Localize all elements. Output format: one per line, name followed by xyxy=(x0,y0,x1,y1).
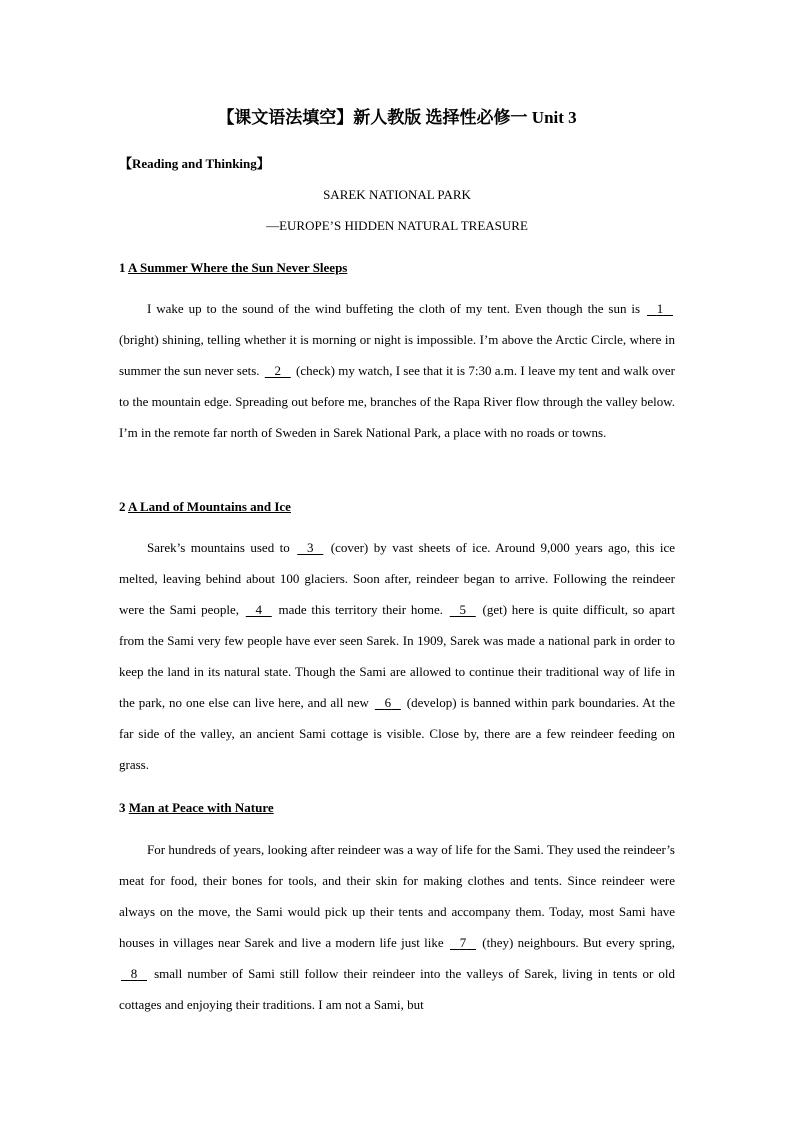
section-heading-2 xyxy=(119,497,291,517)
paragraph-text: (get) here is quite difficult, so apart from the Sami very few people have ever seen Sarek. In 1909, Sarek was made a national park in order to keep the land in its natural state. Though the Sami are allowed to continue their traditional way of life in the park, no one else can live here, and all new xyxy=(119,602,675,710)
section-label: 【Reading and Thinking】 xyxy=(119,156,270,171)
paragraph-text: (cover) by vast sheets of ice. Around 9,000 years ago, this ice melted, leaving behind about 100 glaciers. Soon after, reindeer began to arrive. Following the reindeer were the Sami people, xyxy=(119,540,675,617)
section-heading-1 xyxy=(119,258,347,278)
section-paragraph-2 xyxy=(119,532,675,780)
answer-blank-6: 6 xyxy=(384,695,392,710)
article-title: SAREK NATIONAL PARK xyxy=(323,187,471,202)
section-paragraph-1 xyxy=(119,293,675,448)
paragraph-text: (develop) is banned within park boundaries. At the far side of the valley, an ancient Sami cottage is visible. Close by, there are a few reindeer feeding on grass. xyxy=(119,695,675,772)
section-heading-text: A Land of Mountains and Ice xyxy=(128,499,291,514)
paragraph-text: I wake up to the sound of the wind buffeting the cloth of my tent. Even though the sun is xyxy=(147,301,645,316)
section-number: 1 xyxy=(119,260,126,275)
section-number: 2 xyxy=(119,499,126,514)
answer-blank-3: 3 xyxy=(307,540,314,555)
answer-blank-8: 8 xyxy=(130,966,138,981)
section-number: 3 xyxy=(119,800,126,815)
answer-blank-2: 2 xyxy=(274,363,282,378)
paragraph-text: (bright) shining, telling whether it is morning or night is impossible. I’m above the Arctic Circle, where in summer the sun never sets. xyxy=(119,332,675,378)
answer-blank-5: 5 xyxy=(459,602,466,617)
paragraph-text: small number of Sami still follow their reindeer into the valleys of Sarek, living in tents or old cottages and enjoying their traditions. I am not a Sami, but xyxy=(119,966,675,1012)
paragraph-text: (they) neighbours. But every spring, xyxy=(477,935,675,950)
section-heading-text: Man at Peace with Nature xyxy=(128,800,274,815)
paragraph-text: made this territory their home. xyxy=(273,602,448,617)
article-subtitle: —EUROPE’S HIDDEN NATURAL TREASURE xyxy=(266,218,528,233)
paragraph-text: (check) my watch, I see that it is 7:30 a.m. I leave my tent and walk over to the mountain edge. Spreading out before me, branches of the Rapa River flow through the valley below. I’m in the remote far north of Sweden in Sarek National Park, a place with no roads or towns. xyxy=(119,363,675,440)
section-heading-3 xyxy=(119,798,274,818)
answer-blank-4: 4 xyxy=(255,602,263,617)
paragraph-text: For hundreds of years, looking after reindeer was a way of life for the Sami. They used the reindeer’s meat for food, their bones for tools, and their skin for making clothes and tents. Since reindeer were always on the move, the Sami would pick up their tents and accompany them. Today, most Sami have houses in villages near Sarek and live a modern life just like xyxy=(119,842,675,950)
answer-blank-7: 7 xyxy=(459,935,467,950)
section-paragraph-3 xyxy=(119,834,675,1020)
section-heading-text: A Summer Where the Sun Never Sleeps xyxy=(128,260,348,275)
page-title: 【课文语法填空】新人教版 选择性必修一 Unit 3 xyxy=(217,108,577,127)
paragraph-text: Sarek’s mountains used to xyxy=(147,540,296,555)
answer-blank-1: 1 xyxy=(656,301,664,316)
